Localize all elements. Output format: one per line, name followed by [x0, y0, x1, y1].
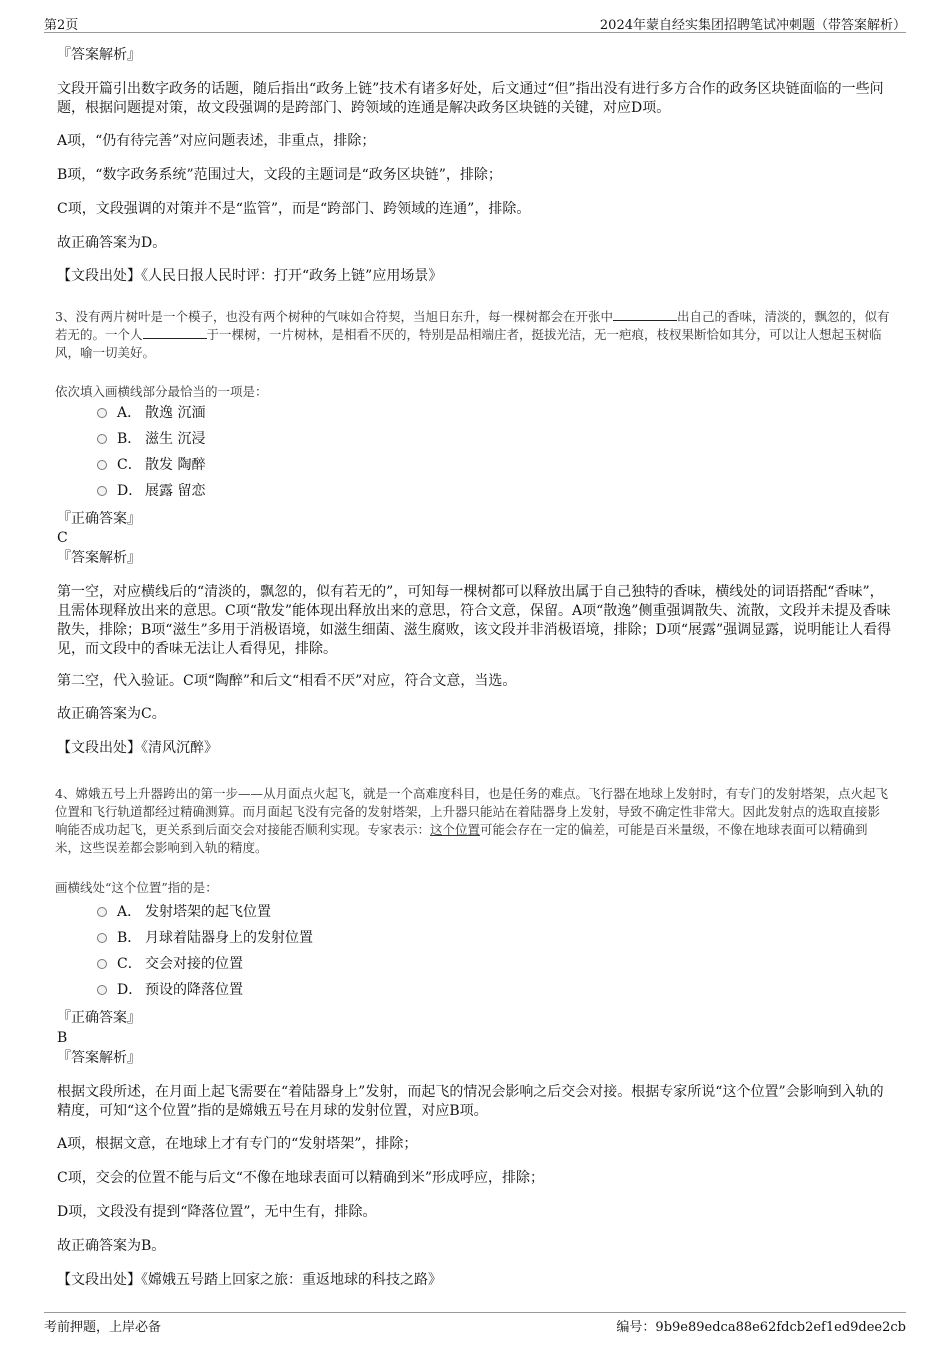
q3-source: 【文段出处】《清风沉醉》 — [57, 740, 218, 756]
page-header — [44, 14, 906, 33]
q3-option-a[interactable]: A． 散逸 沉湎 — [97, 404, 205, 422]
page-footer — [44, 1312, 906, 1333]
radio-icon[interactable] — [97, 907, 107, 917]
q3-analysis-label: 『答案解析』 — [57, 550, 141, 566]
q4-option-b[interactable]: B． 月球着陆器身上的发射位置 — [97, 929, 313, 947]
document-title: 2024年蒙自经实集团招聘笔试冲刺题（带答案解析） — [599, 18, 906, 33]
q4-analysis-label: 『答案解析』 — [57, 1050, 141, 1066]
q3-analysis-paragraph-2: 第二空，代入验证。C项“陶醉”和后文“相看不厌”对应，符合文意，当选。 — [57, 673, 517, 689]
q4-conclusion: 故正确答案为B。 — [57, 1238, 166, 1254]
q3-prompt: 依次填入画横线部分最恰当的一项是： — [55, 383, 268, 399]
q3-correct-answer: C — [57, 530, 68, 546]
q4-source: 【文段出处】《嫦娥五号踏上回家之旅：重返地球的科技之路》 — [57, 1272, 442, 1288]
page-number: 第2页 — [44, 18, 79, 33]
radio-icon[interactable] — [97, 408, 107, 418]
q3-correct-label: 『正确答案』 — [57, 511, 141, 527]
q3-blank-2 — [143, 326, 207, 339]
q4-underlined-phrase: 这个位置 — [430, 821, 481, 837]
q2-option-a-explanation: A项，“仍有待完善”对应问题表述，非重点，排除； — [57, 133, 376, 149]
q4-question-text: 4、嫦娥五号上升器跨出的第一步——从月面点火起飞，就是一个高难度科目，也是任务的难点。飞行器在地球上发射时，有专门的发射塔架，点火起飞位置和飞行轨道都经过精确测算。而月面起飞没有完备的发射塔架，上升器只能站在着陆器身上发射，导致不确定性非常大。因此发射点的选取直接影响能否成功起飞，更关系到后面交会对接能否顺利实现。专家表示：这个位置可能会存在一定的偏差，可能是百米量级，不像在地球表面可以精确到米，这些误差都会影响到入轨的精度。 — [55, 785, 888, 855]
q3-option-d[interactable]: D． 展露 留恋 — [97, 482, 205, 500]
q4-option-a[interactable]: A． 发射塔架的起飞位置 — [97, 903, 271, 921]
q3-blank-1 — [613, 308, 677, 321]
footer-slogan: 考前押题，上岸必备 — [44, 1320, 162, 1335]
q3-option-b[interactable]: B． 滋生 沉浸 — [97, 430, 205, 448]
q4-option-c[interactable]: C． 交会对接的位置 — [97, 955, 243, 973]
q3-analysis-paragraph-1: 第一空，对应横线后的“清淡的，飘忽的，似有若无的”，可知每一棵树都可以释放出属于自己独特的香味，横线处的词语搭配“香味”，且需体现释放出来的意思。C项“散发”能体现出释放出来的意思，符合文意，保留。A项“散逸”侧重强调散失、流散，文段并未提及香味散失，排除；B项“滋生”多用于消极语境，如滋生细菌、滋生腐败，该文段并非消极语境，排除；D项“展露”强调显露，说明能让人看得见，而文段中的香味无法让人看得见，排除。 — [57, 584, 892, 657]
radio-icon[interactable] — [97, 959, 107, 969]
q4-analysis-paragraph: 根据文段所述，在月面上起飞需要在“着陆器身上”发射，而起飞的情况会影响之后交会对接。根据专家所说“这个位置”会影响到入轨的精度，可知“这个位置”指的是嫦娥五号在月球的发射位置，对应B项。 — [57, 1084, 884, 1119]
radio-icon[interactable] — [97, 434, 107, 444]
q4-prompt: 画横线处“这个位置”指的是： — [55, 879, 218, 895]
q4-option-d-explanation: D项，文段没有提到“降落位置”，无中生有，排除。 — [57, 1204, 377, 1220]
q2-option-c-explanation: C项，文段强调的对策并不是“监管”，而是“跨部门、跨领域的连通”，排除。 — [57, 201, 531, 217]
q3-option-c[interactable]: C． 散发 陶醉 — [97, 456, 205, 474]
q4-correct-answer: B — [57, 1030, 68, 1046]
q4-option-d[interactable]: D． 预设的降落位置 — [97, 981, 243, 999]
q4-correct-label: 『正确答案』 — [57, 1010, 141, 1026]
q2-analysis-paragraph: 文段开篇引出数字政务的话题，随后指出“政务上链”技术有诸多好处，后文通过“但”指出没有进行多方合作的政务区块链面临的一些问题，根据问题提对策，故文段强调的是跨部门、跨领域的连通是解决政务区块链的关键，对应D项。 — [57, 81, 884, 116]
radio-icon[interactable] — [97, 486, 107, 496]
q4-option-c-explanation: C项，交会的位置不能与后文“不像在地球表面可以精确到米”形成呼应，排除； — [57, 1170, 545, 1186]
radio-icon[interactable] — [97, 933, 107, 943]
document-code: 编号：9b9e89edca88e62fdcb2ef1ed9dee2cb — [616, 1320, 906, 1335]
radio-icon[interactable] — [97, 460, 107, 470]
q3-question-text: 3、没有两片树叶是一个模子，也没有两个树种的气味如合符契，当旭日东升，每一棵树都会在开张中 出自己的香味，清淡的，飘忽的，似有若无的。一个人 于一棵树，一片树林，是相看不厌的，特别是品相端庄者，挺拔光洁，无一疤痕，枝杈果断恰如其分，可以让人想起玉树临风，喻一切美好。 — [55, 308, 890, 360]
q2-conclusion: 故正确答案为D。 — [57, 235, 167, 251]
q2-analysis-label: 『答案解析』 — [57, 47, 141, 63]
radio-icon[interactable] — [97, 985, 107, 995]
q2-option-b-explanation: B项，“数字政务系统”范围过大，文段的主题词是“政务区块链”，排除； — [57, 167, 502, 183]
q2-source: 【文段出处】《人民日报人民时评：打开“政务上链”应用场景》 — [57, 268, 443, 284]
q4-option-a-explanation: A项，根据文意，在地球上才有专门的“发射塔架”，排除； — [57, 1136, 418, 1152]
q3-conclusion: 故正确答案为C。 — [57, 706, 166, 722]
